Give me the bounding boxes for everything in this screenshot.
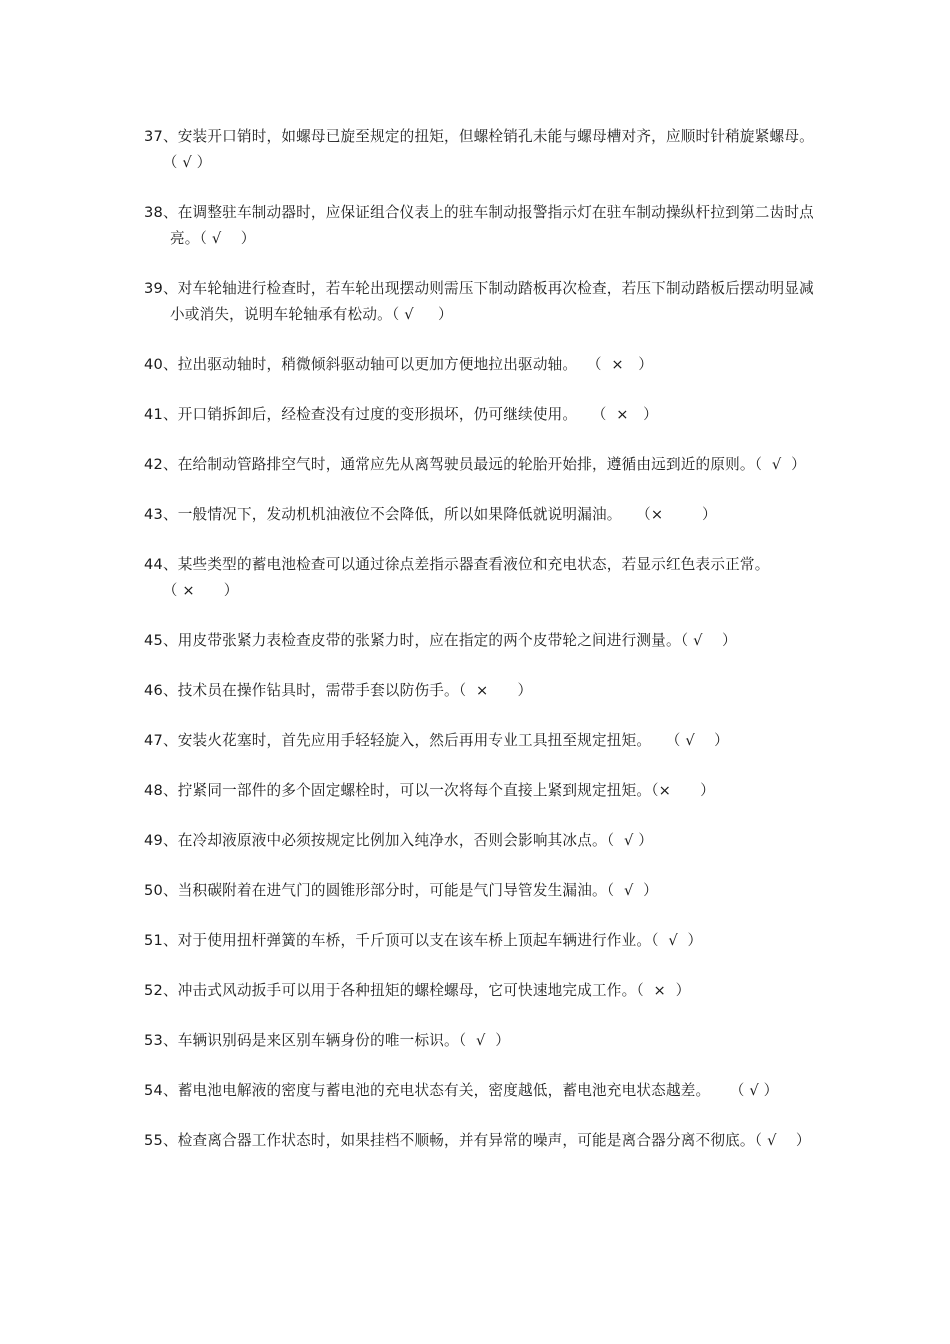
question-answer: （× ） — [651, 782, 715, 799]
question-number: 41、 — [144, 406, 178, 423]
question-number: 51、 — [144, 932, 178, 949]
question-text: 在调整驻车制动器时，应保证组合仪表上的驻车制动报警指示灯在驻车制动操纵杆拉到第二齿时点亮。 — [170, 204, 814, 247]
question-number: 37、 — [144, 128, 178, 145]
question-item — [144, 828, 820, 854]
question-item — [144, 678, 820, 704]
question-text: 在冷却液原液中必须按规定比例加入纯净水，否则会影响其冰点。 — [177, 832, 607, 849]
question-answer: （ √ ） — [754, 1132, 811, 1149]
question-text: 对车轮轴进行检查时，若车轮出现摆动则需压下制动踏板再次检查，若压下制动踏板后摆动明显减小或消失，说明车轮轴承有松动。 — [170, 280, 814, 323]
question-answer: （ √ ） — [458, 1032, 511, 1049]
question-item — [144, 124, 820, 176]
question-number: 44、 — [144, 556, 178, 573]
question-answer: （ × ） — [577, 406, 658, 423]
question-text: 检查离合器工作状态时，如果挂档不顺畅，并有异常的噪声，可能是离合器分离不彻底。 — [177, 1132, 755, 1149]
question-text: 某些类型的蓄电池检查可以通过徐点差指示器查看液位和充电状态，若显示红色表示正常。 — [177, 556, 770, 573]
question-number: 47、 — [144, 732, 178, 749]
question-answer: （ × ） — [636, 982, 691, 999]
question-number: 50、 — [144, 882, 178, 899]
question-text: 在给制动管路排空气时，通常应先从离驾驶员最远的轮胎开始排，遵循由远到近的原则。 — [177, 456, 755, 473]
question-text: 当积碳附着在进气门的圆锥形部分时，可能是气门导管发生漏油。 — [177, 882, 607, 899]
question-text: 对于使用扭杆弹簧的车桥，千斤顶可以支在该车桥上顶起车辆进行作业。 — [177, 932, 652, 949]
question-number: 46、 — [144, 682, 178, 699]
question-item — [144, 928, 820, 954]
question-answer: （ √ ） — [651, 732, 729, 749]
question-text: 拉出驱动轴时，稍微倾斜驱动轴可以更加方便地拉出驱动轴。 — [177, 356, 578, 373]
question-text: 一般情况下，发动机机油液位不会降低，所以如果降低就说明漏油。 — [177, 506, 622, 523]
question-answer: （ √ ） — [606, 832, 654, 849]
question-list — [144, 124, 820, 1178]
question-number: 40、 — [144, 356, 178, 373]
question-number: 45、 — [144, 632, 178, 649]
question-text: 车辆识别码是来区别车辆身份的唯一标识。 — [177, 1032, 459, 1049]
question-item — [144, 728, 820, 754]
question-item — [144, 352, 820, 378]
question-text: 冲击式风动扳手可以用于各种扭矩的螺栓螺母，它可快速地完成工作。 — [177, 982, 637, 999]
question-answer: （ × ） — [458, 682, 533, 699]
question-answer: （ √ ） — [391, 306, 453, 323]
question-item — [144, 878, 820, 904]
question-text: 开口销拆卸后，经检查没有过度的变形损坏，仍可继续使用。 — [177, 406, 578, 423]
question-answer: （ √ ） — [651, 932, 703, 949]
question-answer: （ √ ） — [606, 882, 658, 899]
question-item — [144, 1078, 820, 1104]
question-answer: （ √ ） — [680, 632, 737, 649]
question-number: 55、 — [144, 1132, 178, 1149]
question-item — [144, 502, 820, 528]
question-item — [144, 402, 820, 428]
question-item — [144, 200, 820, 252]
question-item — [144, 552, 820, 604]
question-number: 49、 — [144, 832, 178, 849]
question-text: 蓄电池电解液的密度与蓄电池的充电状态有关，密度越低，蓄电池充电状态越差。 — [177, 1082, 711, 1099]
question-text: 安装火花塞时，首先应用手轻轻旋入，然后再用专业工具扭至规定扭矩。 — [177, 732, 652, 749]
question-answer: （ √ ） — [754, 456, 806, 473]
question-number: 39、 — [144, 280, 178, 297]
question-text: 拧紧同一部件的多个固定螺栓时，可以一次将每个直接上紧到规定扭矩。 — [177, 782, 652, 799]
question-number: 48、 — [144, 782, 178, 799]
question-item — [144, 1128, 820, 1154]
question-number: 43、 — [144, 506, 178, 523]
question-text: 用皮带张紧力表检查皮带的张紧力时，应在指定的两个皮带轮之间进行测量。 — [177, 632, 681, 649]
question-item — [144, 452, 820, 478]
question-number: 38、 — [144, 204, 178, 221]
question-answer: （ × ） — [577, 356, 654, 373]
question-number: 53、 — [144, 1032, 178, 1049]
question-number: 42、 — [144, 456, 178, 473]
question-answer: （× ） — [621, 506, 717, 523]
question-number: 54、 — [144, 1082, 178, 1099]
question-answer: （ √ ） — [710, 1082, 779, 1099]
question-item — [144, 778, 820, 804]
question-text: 安装开口销时，如螺母已旋至规定的扭矩，但螺栓销孔未能与螺母槽对齐，应顺时针稍旋紧螺母。 — [177, 128, 814, 145]
question-answer: （ × ） — [170, 582, 239, 599]
question-answer: （ √ ） — [170, 154, 212, 171]
question-item — [144, 628, 820, 654]
question-item — [144, 978, 820, 1004]
question-answer: （ √ ） — [199, 230, 256, 247]
question-item — [144, 276, 820, 328]
question-number: 52、 — [144, 982, 178, 999]
question-item — [144, 1028, 820, 1054]
question-text: 技术员在操作钻具时，需带手套以防伤手。 — [177, 682, 459, 699]
